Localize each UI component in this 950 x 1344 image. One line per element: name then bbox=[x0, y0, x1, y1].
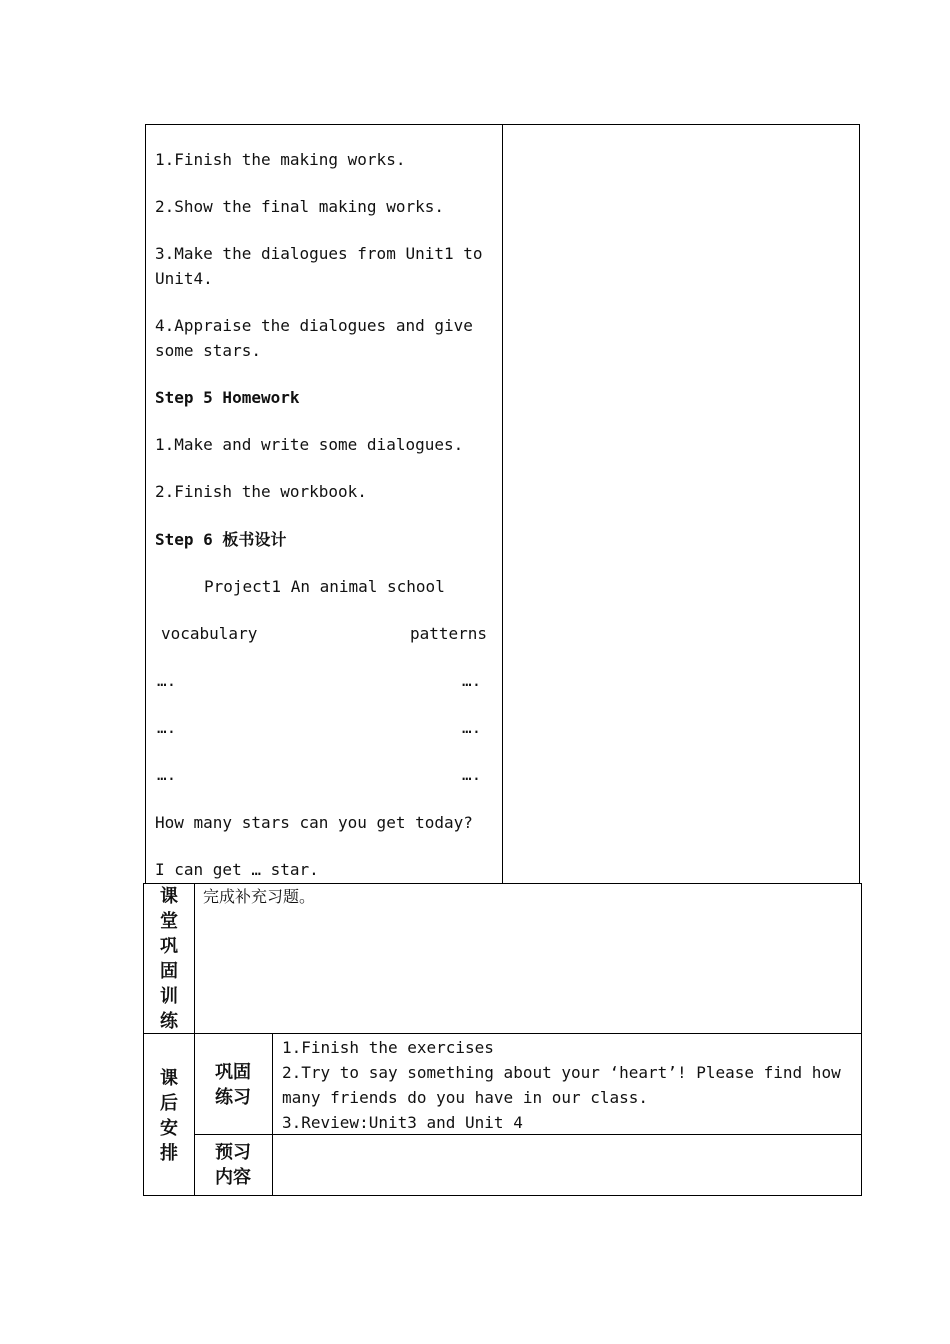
label-char: 训 bbox=[160, 986, 178, 1007]
board-right-item: …. bbox=[462, 671, 482, 690]
step6-heading: Step 6 板书设计 bbox=[155, 530, 287, 549]
board-right-item: …. bbox=[462, 718, 482, 737]
label-char: 后 bbox=[160, 1093, 178, 1114]
board-title: Project1 An animal school bbox=[204, 577, 445, 596]
step-line: Unit4. bbox=[155, 269, 213, 288]
homework-line: 1.Make and write some dialogues. bbox=[155, 435, 464, 454]
label-char: 课 bbox=[160, 886, 178, 907]
closing-question: How many stars can you get today? bbox=[155, 813, 473, 832]
step-line: 2.Show the final making works. bbox=[155, 197, 444, 216]
board-left-item: …. bbox=[157, 765, 177, 784]
board-left-item: …. bbox=[157, 671, 177, 690]
label-char: 固 bbox=[160, 961, 178, 982]
board-right-header: patterns bbox=[410, 624, 488, 643]
practice-line: 1.Finish the exercises bbox=[282, 1038, 494, 1057]
grid-line bbox=[861, 883, 862, 1196]
step-line: 4.Appraise the dialogues and give bbox=[155, 316, 473, 335]
step-line: 1.Finish the making works. bbox=[155, 150, 406, 169]
practice-line: 3.Review:Unit3 and Unit 4 bbox=[282, 1113, 523, 1132]
grid-line bbox=[143, 883, 144, 1196]
label-text: 巩固 bbox=[215, 1062, 251, 1083]
label-char: 堂 bbox=[160, 911, 178, 932]
label-char: 排 bbox=[160, 1143, 178, 1164]
label-text: 练习 bbox=[215, 1087, 251, 1108]
grid-line bbox=[143, 1195, 862, 1196]
label-char: 练 bbox=[160, 1011, 178, 1032]
practice-line: 2.Try to say something about your ‘heart’! Please find how bbox=[282, 1063, 841, 1082]
grid-line bbox=[194, 883, 195, 1196]
closing-answer: I can get … star. bbox=[155, 860, 319, 879]
board-right-item: …. bbox=[462, 765, 482, 784]
step-line: 3.Make the dialogues from Unit1 to bbox=[155, 244, 483, 263]
practice-line: many friends do you have in our class. bbox=[282, 1088, 649, 1107]
homework-line: 2.Finish the workbook. bbox=[155, 482, 367, 501]
grid-line bbox=[143, 1033, 862, 1034]
label-text: 内容 bbox=[215, 1167, 251, 1188]
label-char: 课 bbox=[160, 1068, 178, 1089]
lesson-steps-table bbox=[145, 124, 860, 883]
step-line: some stars. bbox=[155, 341, 261, 360]
column-divider bbox=[502, 125, 503, 883]
board-left-header: vocabulary bbox=[161, 624, 258, 643]
grid-line bbox=[272, 1033, 273, 1196]
label-char: 巩 bbox=[160, 936, 178, 957]
label-char: 安 bbox=[160, 1118, 178, 1139]
step5-heading: Step 5 Homework bbox=[155, 388, 300, 407]
label-text: 预习 bbox=[215, 1142, 251, 1163]
consolidation-content: 完成补充习题。 bbox=[203, 887, 316, 906]
board-left-item: …. bbox=[157, 718, 177, 737]
